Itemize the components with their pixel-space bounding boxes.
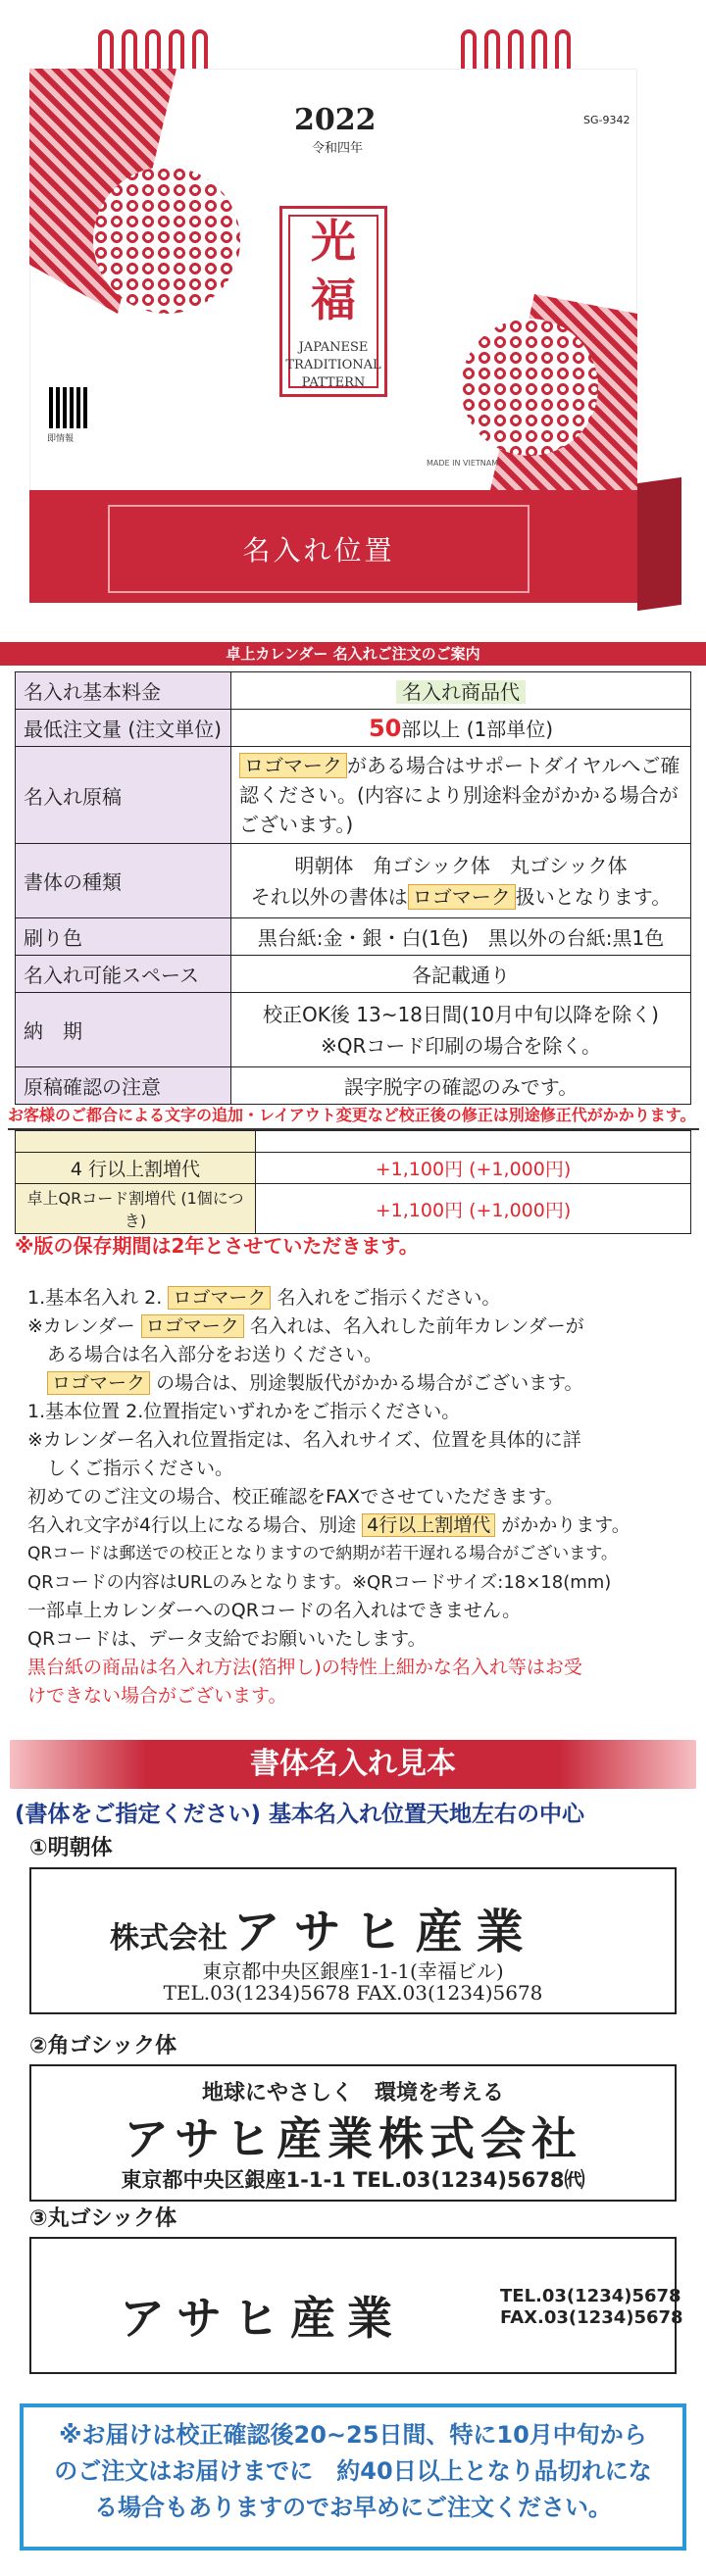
sample-tel: TEL.03(1234)5678 FAX.03(1234)5678 (163, 1981, 543, 2005)
table-row (16, 1067, 691, 1105)
pattern-circle-left (93, 167, 240, 314)
row-value: ロゴマーク がある場合はサポートダイヤルへご確認ください。(内容により別途料金がかかる場合がございます。) (231, 747, 691, 844)
note-line: 一部卓上カレンダーへのQRコードの名入れはできません。 (27, 1600, 522, 1621)
row-value: +1,100円 (+1,000円) (256, 1153, 691, 1184)
calendar-reiwa: 令和四年 (312, 141, 364, 156)
sample-label-marugothic: ③丸ゴシック体 (29, 2206, 177, 2231)
table-row (16, 1153, 691, 1184)
note-line: 1.基本名入れ 2. ロゴマーク 名入れをご指示ください。 (27, 1287, 501, 1309)
table-row (16, 710, 691, 747)
qr-label: 即情報 (47, 434, 75, 444)
sample-tel: TEL.03(1234)5678 FAX.03(1234)5678 (500, 2286, 683, 2328)
sample-box-kakugothic (29, 2064, 677, 2202)
row-key: 原稿確認の注意 (16, 1067, 231, 1105)
plate-keep-note: ※版の保存期間は2年とさせていただきます。 (15, 1234, 419, 1258)
sample-label-kakugothic: ②角ゴシック体 (29, 2034, 177, 2058)
note-line: しくご指示ください。 (47, 1458, 234, 1479)
qr-code-icon (49, 387, 90, 428)
row-value: 校正OK後 13~18日間(10月中旬以降を除く) ※QRコード印刷の場合を除く。 (231, 993, 691, 1067)
seal-emblem (279, 206, 387, 397)
revision-warning: お客様のご都合による文字の追加・レイアウト変更など校正後の修正は別途修正代がかかります。 (8, 1103, 699, 1130)
surcharge-table (15, 1130, 691, 1234)
sample-box-mincho (29, 1867, 677, 2014)
row-key: 名入れ原稿 (16, 747, 231, 844)
note-line: QRコードは郵送での校正となりますので納期が若干遅れる場合がございます。 (27, 1544, 618, 1563)
font-sample-subtitle: (書体をご指定ください) 基本名入れ位置天地左右の中心 (15, 1802, 585, 1827)
sample-address: 東京都中央区銀座1-1-1 TEL.03(1234)5678㈹ (121, 2168, 585, 2192)
note-line: 黒台紙の商品は名入れ方法(箔押し)の特性上細かな名入れ等はお受 (27, 1657, 582, 1678)
name-position-label: 名入れ位置 (242, 534, 395, 567)
row-key: 納 期 (16, 993, 231, 1067)
note-line: 名入れ文字が4行以上になる場合、別途 4行以上割増代 がかかります。 (27, 1514, 630, 1536)
row-value: 誤字脱字の確認のみです。 (231, 1067, 691, 1105)
note-line: QRコードは、データ支給でお願いいたします。 (27, 1628, 427, 1650)
seal-char-1: 光 (311, 214, 356, 268)
row-key: 名入れ基本料金 (16, 672, 231, 710)
made-in-label: MADE IN VIETNAM (427, 459, 499, 468)
product-code: SG-9342 (583, 114, 630, 126)
table-row (16, 1131, 691, 1153)
calendar-product-image (0, 0, 706, 637)
note-line: QRコードの内容はURLのみとなります。※QRコードサイズ:18×18(mm) (27, 1572, 612, 1593)
row-value: 各記載通り (231, 956, 691, 993)
table-row (16, 844, 691, 918)
row-key: 卓上QRコード割増代 (1個につき) (16, 1184, 256, 1234)
table-row (16, 918, 691, 956)
row-value: 名入れ商品代 (231, 672, 691, 710)
seal-english: JAPANESE TRADITIONAL PATTERN (285, 339, 381, 390)
row-value: 黒台紙:金・銀・白(1色) 黒以外の台紙:黒1色 (231, 918, 691, 956)
stand-side (637, 477, 681, 611)
table-row (16, 747, 691, 844)
order-notes (27, 1284, 694, 1710)
table-row (16, 956, 691, 993)
table-row (16, 672, 691, 710)
note-line: 初めてのご注文の場合、校正確認をFAXでさせていただきます。 (27, 1486, 564, 1508)
order-guide-header: 卓上カレンダー 名入れご注文のご案内 (0, 642, 706, 666)
row-value: +1,100円 (+1,000円) (256, 1184, 691, 1234)
note-line: ある場合は名入部分をお送りください。 (47, 1344, 383, 1365)
sample-company: アサヒ産業株式会社 (124, 2112, 582, 2165)
note-line: ※カレンダー名入れ位置指定は、名入れサイズ、位置を具体的に詳 (27, 1429, 581, 1451)
row-key: 4 行以上割増代 (16, 1153, 256, 1184)
sample-company: アサヒ産業 (120, 2292, 404, 2345)
calendar-year: 2022 (294, 103, 377, 137)
sample-box-marugothic (29, 2237, 683, 2374)
row-key: 刷り色 (16, 918, 231, 956)
row-value: 明朝体 角ゴシック体 丸ゴシック体 それ以外の書体は ロゴマーク 扱いとなります。 (231, 844, 691, 918)
row-key: 書体の種類 (16, 844, 231, 918)
note-line: けできない場合がございます。 (27, 1685, 287, 1707)
pattern-circle-right (461, 319, 598, 456)
table-row (16, 1184, 691, 1234)
delivery-notice: ※お届けは校正確認後20~25日間、特に10月中旬からのご注文はお届けまでに 約40日以上となり品切れになる場合もありますのでお早めにご注文ください。 (20, 2403, 686, 2551)
font-sample-title: 書体名入れ見本 (10, 1740, 696, 1789)
sample-label-mincho: ①明朝体 (29, 1836, 113, 1860)
sample-slogan: 地球にやさしく 環境を考える (201, 2081, 504, 2105)
row-value: 50部以上 (1部単位) (231, 710, 691, 747)
info-table (15, 671, 691, 1105)
note-line: ※カレンダー ロゴマーク 名入れは、名入れした前年カレンダーが (27, 1315, 584, 1337)
table-row (16, 993, 691, 1067)
row-key: 名入れ可能スペース (16, 956, 231, 993)
seal-char-2: 福 (311, 272, 356, 326)
note-line: 1.基本位置 2.位置指定いずれかをご指示ください。 (27, 1401, 461, 1422)
name-position-box (108, 505, 530, 593)
note-line: ロゴマーク の場合は、別途製版代がかかる場合がございます。 (27, 1369, 694, 1398)
row-key: 最低注文量 (注文単位) (16, 710, 231, 747)
sample-address: 東京都中央区銀座1-1-1(幸福ビル) (202, 1959, 504, 1983)
sample-company: 株式会社 アサヒ産業 (110, 1905, 537, 1959)
